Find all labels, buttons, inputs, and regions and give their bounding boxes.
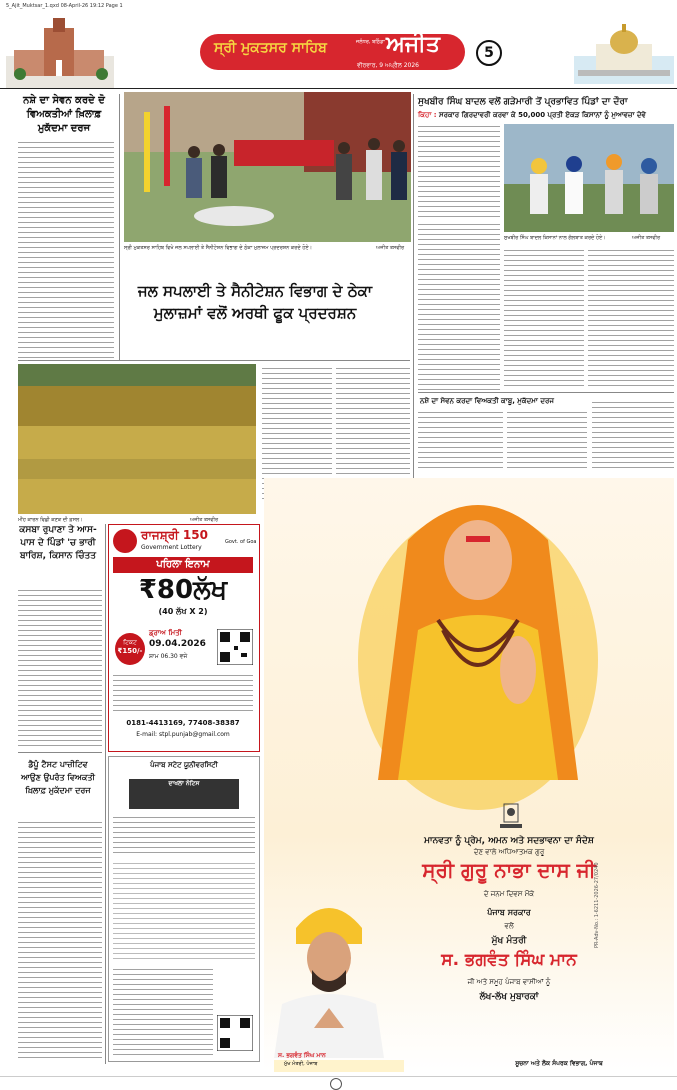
- lottery-prize-label: ਪਹਿਲਾ ਇਨਾਮ: [113, 557, 253, 573]
- ad-footer-title: ਮੁੱਖ ਮੰਤਰੀ, ਪੰਜਾਬ: [284, 1061, 318, 1067]
- lottery-draw-date: 09.04.2026: [149, 639, 206, 649]
- mid-story-headline: ਨਸ਼ੇ ਦਾ ਸੇਵਨ ਕਰਦਾ ਵਿਅਕਤੀ ਕਾਬੂ, ਮੁਕੱਦਮਾ ਦਰਜ: [420, 397, 554, 405]
- tender-box: [129, 779, 239, 809]
- lottery-prize-amount: ₹80ਲੱਖ: [138, 575, 228, 605]
- sukhbir-photo-caption: ਸੁਖਬੀਰ ਸਿੰਘ ਬਾਦਲ ਕਿਸਾਨਾਂ ਨਾਲ ਗੱਲਬਾਤ ਕਰਦੇ ਹੋਏ।: [504, 235, 606, 241]
- edition-label: ਜਲੰਧਰ, ਬਠਿੰਡਾ: [356, 39, 385, 45]
- lottery-ad: [108, 524, 260, 752]
- left-monument-illustration: [6, 16, 114, 88]
- ad-cm-name: ਸ. ਭਗਵੰਤ ਸਿੰਘ ਮਾਨ: [441, 950, 577, 970]
- lottery-prize-split: (40 ਲੱਖ X 2): [158, 607, 208, 616]
- ad-tagline: ਮਾਨਵਤਾ ਨੂੰ ਪ੍ਰੇਮ, ਅਮਨ ਅਤੇ ਸਦਭਾਵਨਾ ਦਾ ਸੰਦੇਸ਼: [424, 836, 594, 846]
- ad-cm-title: ਮੁੱਖ ਮੰਤਰੀ: [491, 936, 527, 946]
- tender-intro: [113, 815, 255, 855]
- crop-photo-caption: ਮੀਂਹ ਕਾਰਨ ਵਿਛੀ ਕਣਕ ਦੀ ਫ਼ਸਲ।: [18, 517, 83, 523]
- sukhbir-photo-credit: ਅਜੀਤ ਤਸਵੀਰ: [632, 235, 661, 241]
- left-story-3-headline: ਡੈਪੂੰ ਟੈਸਟ ਪਾਜ਼ੀਟਿਵ ਆਉਣ ਉਪਰੰਤ ਵਿਅਕਤੀ ਖ਼ਿਲਾਫ਼ ਮੁਕੱਦਮਾ ਦਰਜ: [21, 760, 95, 795]
- mid-story-body-1: [418, 410, 503, 468]
- ad-govt: ਪੰਜਾਬ ਸਰਕਾਰ: [487, 908, 531, 917]
- subhead-text: ਸਰਕਾਰ ਗਿਰਦਾਵਰੀ ਕਰਵਾ ਕੇ 50,000 ਪ੍ਰਤੀ ਏਕੜ ਕਿਸਾਨਾਂ ਨੂੰ ਮੁਆਵਜ਼ਾ ਦੇਵੇ: [439, 111, 646, 119]
- city-label: ਸ੍ਰੀ ਮੁਕਤਸਰ ਸਾਹਿਬ: [214, 40, 327, 56]
- protest-photo: [124, 92, 411, 242]
- left-story-1-headline: ਨਸ਼ੇ ਦਾ ਸੇਵਨ ਕਰਦੇ ਦੋ ਵਿਅਕਤੀਆਂ ਖ਼ਿਲਾਫ਼ ਮੁਕੱਦਮਾ ਦਰਜ: [23, 95, 105, 134]
- lottery-ticket-price: ₹150/-: [117, 647, 143, 655]
- main-story-headline: [100, 280, 410, 324]
- sukhbir-body-4: [588, 248, 674, 388]
- mid-story-body-3: [592, 400, 674, 468]
- ad-code: PR-Adv-No.: 1-6211-2026-27/0240: [594, 862, 600, 948]
- cm-portrait: [274, 888, 384, 1058]
- ad-greeting: ਲੱਖ-ਲੱਖ ਮੁਬਾਰਕਾਂ: [479, 992, 539, 1002]
- sukhbir-body-1: [418, 124, 500, 220]
- sukhbir-headline: ਸੁਖਬੀਰ ਸਿੰਘ ਬਾਦਲ ਵਲੋਂ ਗੜੇਮਾਰੀ ਤੋਂ ਪ੍ਰਭਾਵਿਤ ਪਿੰਡਾਂ ਦਾ ਦੌਰਾ: [418, 97, 628, 107]
- lottery-phone: 0181-4413169, 77408-38387: [126, 719, 240, 727]
- ad-footer-name: ਸ. ਭਗਵੰਤ ਸਿੰਘ ਮਾਨ: [278, 1052, 326, 1059]
- tender-table: [113, 861, 255, 961]
- lottery-draw-label: ਡ੍ਰਾਅ ਮਿਤੀ: [149, 629, 182, 637]
- left-story-1-body: [18, 140, 114, 358]
- paper-name: ਅਜੀਤ: [386, 32, 440, 57]
- ad-cm-line: ਜੀ ਅਤੇ ਸਮੂਹ ਪੰਜਾਬ ਵਾਸੀਆਂ ਨੂੰ: [467, 978, 551, 986]
- lottery-fineprint: [113, 673, 253, 713]
- lottery-govt: Govt. of Goa: [225, 539, 257, 545]
- crop-photo: [18, 364, 256, 514]
- ad-guru-name: ਸ੍ਰੀ ਗੁਰੂ ਨਾਭਾ ਦਾਸ ਜੀ: [422, 858, 596, 882]
- masthead: [0, 14, 677, 90]
- lottery-brand: ਰਾਜਸ਼੍ਰੀ 150: [141, 528, 208, 542]
- right-gurdwara-illustration: [574, 20, 674, 84]
- lottery-email: E-mail: stpl.punjab@gmail.com: [136, 731, 230, 738]
- left-story-2-headline: ਕਸਬਾ ਰੁਪਾਣਾ ਤੇ ਆਸ-ਪਾਸ ਦੇ ਪਿੰਡਾਂ 'ਚ ਭਾਰੀ ਬਾਰਿਸ਼, ਕਿਸਾਨ ਚਿੰਤਤ: [19, 525, 97, 561]
- lottery-qr-code: [217, 629, 253, 665]
- tender-footer-text: [113, 967, 213, 1055]
- print-slug: 5_Ajit_Muktsar_1.qxd 08-April-26 19:12 Page 1: [6, 3, 123, 9]
- protest-photo-credit: ਅਜੀਤ ਤਸਵੀਰ: [376, 245, 405, 251]
- registration-mark-icon: [330, 1078, 342, 1090]
- left-story-3-body: [18, 820, 102, 1060]
- main-headline-line-2: ਮੁਲਾਜ਼ਮਾਂ ਵਲੋਂ ਅਰਥੀ ਫੂਕ ਪ੍ਰਦਰਸ਼ਨ: [153, 304, 357, 322]
- crop-photo-credit: ਅਜੀਤ ਤਸਵੀਰ: [190, 517, 219, 523]
- ad-occasion: ਦੇ ਜਨਮ ਦਿਵਸ ਮੌਕੇ: [483, 890, 535, 898]
- tender-qr-code: [217, 1015, 253, 1051]
- lottery-ticket-badge: [115, 633, 145, 665]
- lottery-draw-time: ਸ਼ਾਮ 06.30 ਵਜੇ: [149, 653, 188, 660]
- sukhbir-body-3: [504, 248, 584, 388]
- lottery-brand-sub: Government Lottery: [141, 544, 202, 551]
- protest-photo-caption: ਸ੍ਰੀ ਮੁਕਤਸਰ ਸਾਹਿਬ ਵਿਖੇ ਜਲ ਸਪਲਾਈ ਤੇ ਸੈਨੀਟੇਸ਼ਨ ਵਿਭਾਗ ਦੇ ਠੇਕਾ ਮੁਲਾਜ਼ਮ ਪ੍ਰਦਰਸ਼ਨ ਕਰਦੇ ਹੋਏ।: [124, 245, 313, 251]
- sukhbir-subhead: [418, 110, 673, 120]
- tender-box-title: ਦਾਖਲਾ ਨੋਟਿਸ: [168, 780, 200, 787]
- guru-illustration: [348, 480, 608, 810]
- ad-footer-dept: ਸੂਚਨਾ ਅਤੇ ਲੋਕ ਸੰਪਰਕ ਵਿਭਾਗ, ਪੰਜਾਬ: [515, 1060, 603, 1067]
- ad-by: ਵਲੋਂ: [504, 922, 514, 930]
- guru-ad: [264, 478, 674, 1072]
- govt-emblem-icon: [498, 802, 524, 832]
- subhead-label: ਕਿਹਾ :: [418, 111, 437, 119]
- lottery-ticket-label: ਟਿਕਟ: [123, 639, 137, 646]
- mid-story-body-2: [507, 410, 587, 468]
- lottery-logo-icon: [113, 529, 137, 553]
- sukhbir-photo: [504, 124, 674, 232]
- sukhbir-body-2: [418, 222, 500, 390]
- tender-title: ਪੰਜਾਬ ਸਟੇਟ ਯੂਨੀਵਰਸਿਟੀ: [150, 761, 218, 769]
- left-story-2-body: [18, 588, 102, 748]
- issue-date: ਵੀਰਵਾਰ, 9 ਅਪ੍ਰੈਲ 2026: [357, 62, 419, 69]
- ad-sub-tagline: ਦੇਣ ਵਾਲੇ ਅਧਿਆਤਮਕ ਗੁਰੂ: [473, 848, 545, 856]
- main-headline-line-1: ਜਲ ਸਪਲਾਈ ਤੇ ਸੈਨੀਟੇਸ਼ਨ ਵਿਭਾਗ ਦੇ ਠੇਕਾ: [137, 282, 373, 300]
- page-number: 5: [476, 40, 502, 66]
- tender-ad: [108, 756, 260, 1062]
